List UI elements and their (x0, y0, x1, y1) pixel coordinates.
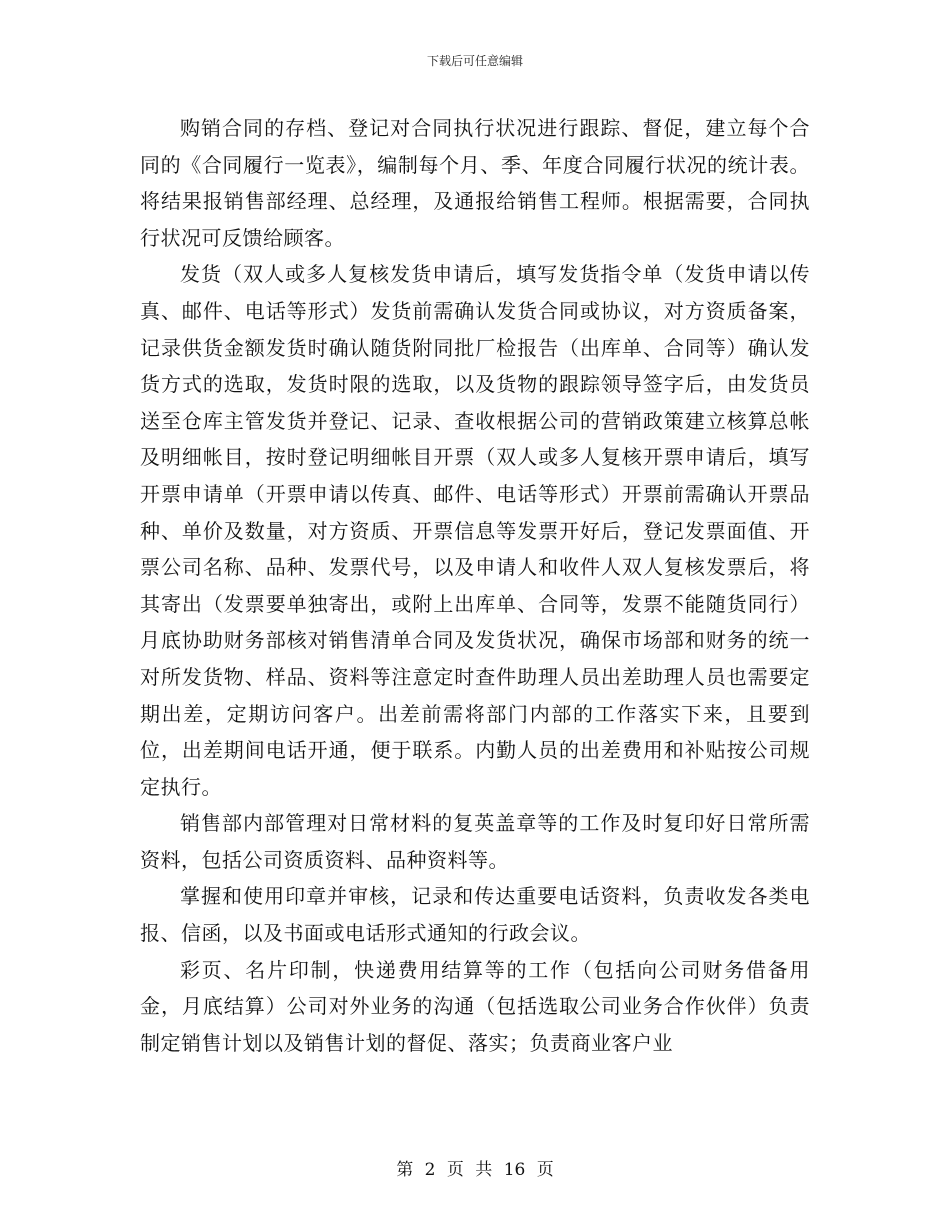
paragraph-1: 购销合同的存档、登记对合同执行状况进行跟踪、督促，建立每个合同的《合同履行一览表》，编制每个月、季、年度合同履行状况的统计表。将结果报销售部经理、总经理，及通报给销售工程师。根据需要，合同执行状况可反馈给顾客。 (140, 116, 810, 250)
paragraph-4: 掌握和使用印章并审核，记录和传达重要电话资料，负责收发各类电报、信函，以及书面或电话形式通知的行政会议。 (140, 884, 810, 946)
page-number-footer: 第 2 页 共 16 页 (396, 1160, 554, 1180)
paragraph-5: 彩页、名片印制，快递费用结算等的工作（包括向公司财务借备用金，月底结算）公司对外业务的沟通（包括选取公司业务合作伙伴）负责制定销售计划以及销售计划的督促、落实；负责商业客户业 (140, 957, 810, 1055)
page-header: 下载后可任意编辑 (426, 54, 523, 68)
paragraph-3: 销售部内部管理对日常材料的复英盖章等的工作及时复印好日常所需资料，包括公司资质资料、品种资料等。 (140, 811, 810, 872)
paragraph-2: 发货（双人或多人复核发货申请后，填写发货指令单（发货申请以传真、邮件、电话等形式）发货前需确认发货合同或协议，对方资质备案，记录供货金额发货时确认随货附同批厂检报告（出库单、合同等）确认发货方式的选取，发货时限的选取，以及货物的跟踪领导签字后，由发货员送至仓库主管发货并登记、记录、查收根据公司的营销政策建立核算总帐及明细帐目，按时登记明细帐目开票（双人或多人复核开票申请后，填写开票申请单（开票申请以传真、邮件、电话等形式）开票前需确认开票品种、单价及数量，对方资质、开票信息等发票开好后，登记发票面值、开票公司名称、品种、发票代号，以及申请人和收件人双人复核发票后，将其寄出（发票要单独寄出，或附上出库单、合同等，发票不能随货同行）月底协助财务部核对销售清单合同及发货状况，确保市场部和财务的统一对所发货物、样品、资料等注意定时查件助理人员出差助理人员也需要定期出差，定期访问客户。出差前需将部门内部的工作落实下来，且要到位，出差期间电话开通，便于联系。内勤人员的出差费用和补贴按公司规定执行。 (140, 262, 810, 799)
document-body (140, 110, 810, 1061)
